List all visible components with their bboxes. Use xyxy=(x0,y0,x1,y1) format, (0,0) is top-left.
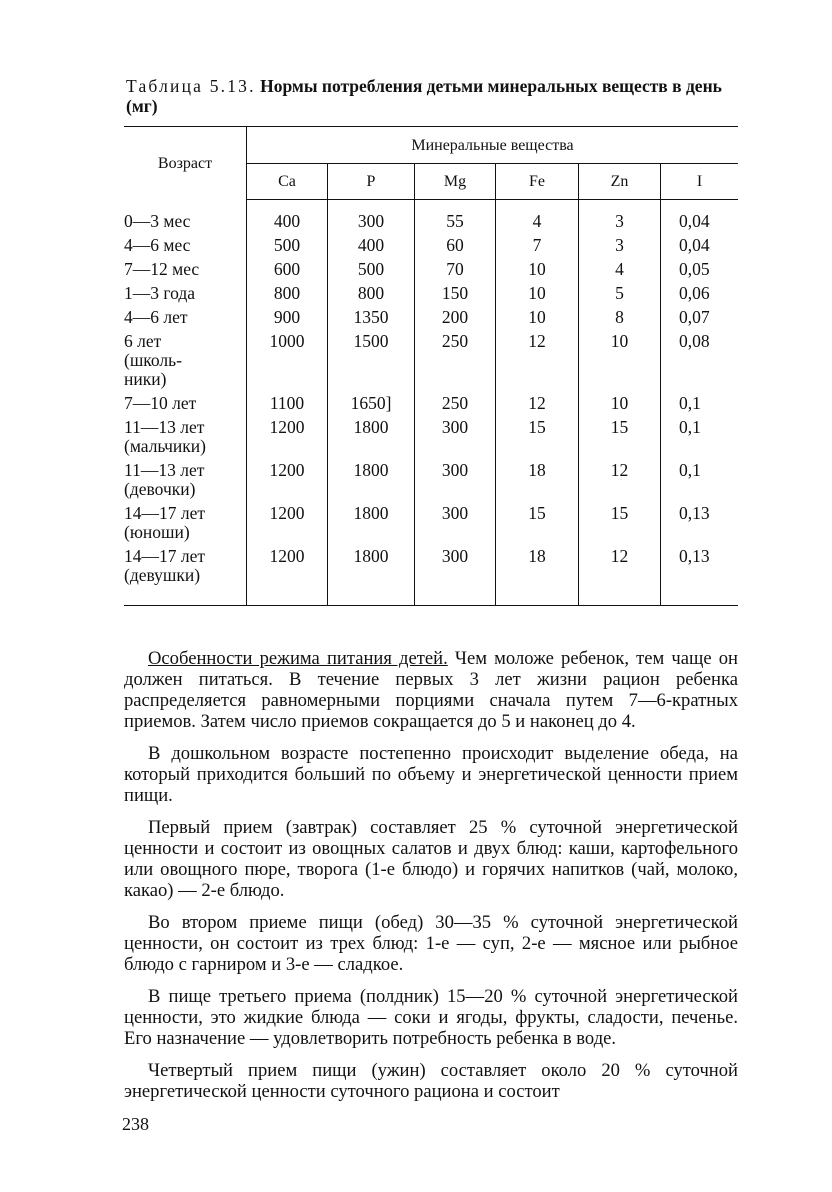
value-cell-zn: 10 xyxy=(579,392,661,416)
table-row xyxy=(124,459,738,502)
value-cell-p: 1350 xyxy=(328,306,415,330)
value-cell-fe: 12 xyxy=(496,330,579,392)
value-cell-fe: 10 xyxy=(496,258,579,282)
age-line: 7—10 лет xyxy=(124,393,197,413)
table-row xyxy=(124,502,738,545)
age-line: ники) xyxy=(124,369,167,389)
paragraph: В дошкольном возрасте постепенно происходит выделение обеда, на который приходится больший по объему и энергетической ценности прием пищи. xyxy=(124,743,738,806)
value-cell-i: 0,06 xyxy=(679,283,710,303)
table-label: Таблица 5.13. xyxy=(126,76,256,96)
value-cell-p: 300 xyxy=(328,200,415,235)
value-cell-zn: 12 xyxy=(579,545,661,606)
table-row xyxy=(124,545,738,606)
age-cell xyxy=(124,392,247,416)
column-header-i: I xyxy=(661,164,739,200)
table-caption xyxy=(126,76,746,116)
value-cell-mg: 250 xyxy=(415,392,496,416)
age-line: 7—12 мес xyxy=(124,259,200,279)
age-line: (мальчики) xyxy=(124,436,206,456)
age-line: (девушки) xyxy=(124,565,201,585)
value-cell-i: 0,1 xyxy=(679,393,701,413)
table-row xyxy=(124,258,738,282)
table-row xyxy=(124,416,738,459)
age-cell xyxy=(124,545,247,606)
value-cell-fe: 18 xyxy=(496,459,579,502)
value-cell-i: 0,13 xyxy=(679,503,710,523)
age-cell xyxy=(124,330,247,392)
value-cell-fe: 15 xyxy=(496,416,579,459)
value-cell-i: 0,04 xyxy=(679,235,710,255)
value-cell-ca: 1200 xyxy=(247,459,328,502)
value-cell-i: 0,13 xyxy=(679,546,710,566)
value-cell-p: 1650] xyxy=(328,392,415,416)
paragraph: Четвертый прием пищи (ужин) составляет около 20 % суточной энергетической ценности суточного рациона и состоит xyxy=(124,1060,738,1102)
value-cell-fe: 4 xyxy=(496,200,579,235)
value-cell-mg: 55 xyxy=(415,200,496,235)
value-cell-i: 0,05 xyxy=(679,259,710,279)
value-cell-ca: 500 xyxy=(247,234,328,258)
column-header-p: P xyxy=(328,164,415,200)
value-cell-ca: 1200 xyxy=(247,545,328,606)
age-cell xyxy=(124,258,247,282)
value-cell-p: 500 xyxy=(328,258,415,282)
value-cell-mg: 70 xyxy=(415,258,496,282)
value-cell-mg: 300 xyxy=(415,502,496,545)
paragraph xyxy=(124,648,738,732)
table-row xyxy=(124,330,738,392)
value-cell-p: 400 xyxy=(328,234,415,258)
table-row xyxy=(124,306,738,330)
section-heading: Особенности режима питания детей. xyxy=(148,648,448,669)
value-cell-p: 1800 xyxy=(328,459,415,502)
minerals-group-header: Минеральные вещества xyxy=(247,127,739,164)
value-cell-p: 1800 xyxy=(328,502,415,545)
value-cell-ca: 1000 xyxy=(247,330,328,392)
page-number: 238 xyxy=(122,1114,149,1134)
paragraph: В пище третьего приема (полдник) 15—20 % суточной энергетической ценности, это жидкие блюда — соки и ягоды, фрукты, сладости, печенье. Его назначение — удовлетворить потребность ребенка в воде. xyxy=(124,986,738,1049)
age-cell xyxy=(124,200,247,235)
age-cell xyxy=(124,502,247,545)
value-cell-mg: 300 xyxy=(415,416,496,459)
value-cell-mg: 300 xyxy=(415,459,496,502)
mineral-norms-table xyxy=(124,126,738,606)
value-cell-ca: 900 xyxy=(247,306,328,330)
value-cell-i: 0,07 xyxy=(679,307,710,327)
value-cell-p: 800 xyxy=(328,282,415,306)
value-cell-fe: 18 xyxy=(496,545,579,606)
value-cell-ca: 800 xyxy=(247,282,328,306)
value-cell-i: 0,1 xyxy=(679,417,701,437)
age-line: 6 лет xyxy=(124,331,162,351)
age-line: 14—17 лет xyxy=(124,503,206,523)
value-cell-fe: 12 xyxy=(496,392,579,416)
age-line: 11—13 лет xyxy=(124,417,205,437)
age-line: 0—3 мес xyxy=(124,210,191,231)
paragraph-text: Чем моложе ребенок, тем чаще он должен питаться. В течение первых 3 лет жизни рацион ребенка распределяется равномерными порциями сначала путем 7—6-кратных приемов. Затем число приемов сокращается до 5 и наконец до 4. xyxy=(124,648,738,732)
age-line: 1—3 года xyxy=(124,283,196,303)
value-cell-mg: 60 xyxy=(415,234,496,258)
column-header-zn: Zn xyxy=(579,164,661,200)
table-title: Нормы потребления детьми минеральных веществ в день (мг) xyxy=(126,76,722,116)
age-cell xyxy=(124,416,247,459)
column-header-fe: Fe xyxy=(496,164,579,200)
value-cell-i: 0,04 xyxy=(679,211,710,231)
table-row xyxy=(124,282,738,306)
age-cell xyxy=(124,282,247,306)
value-cell-mg: 200 xyxy=(415,306,496,330)
value-cell-zn: 10 xyxy=(579,330,661,392)
value-cell-p: 1500 xyxy=(328,330,415,392)
value-cell-ca: 400 xyxy=(247,200,328,235)
value-cell-fe: 15 xyxy=(496,502,579,545)
value-cell-p: 1800 xyxy=(328,416,415,459)
value-cell-zn: 3 xyxy=(579,234,661,258)
value-cell-ca: 1200 xyxy=(247,416,328,459)
age-line: 4—6 лет xyxy=(124,307,188,327)
value-cell-zn: 15 xyxy=(579,502,661,545)
age-line: (школь- xyxy=(124,350,182,370)
value-cell-zn: 8 xyxy=(579,306,661,330)
value-cell-zn: 15 xyxy=(579,416,661,459)
age-line: (девочки) xyxy=(124,479,196,499)
value-cell-mg: 250 xyxy=(415,330,496,392)
value-cell-p: 1800 xyxy=(328,545,415,606)
body-text xyxy=(124,648,738,1113)
value-cell-zn: 3 xyxy=(579,200,661,235)
value-cell-fe: 7 xyxy=(496,234,579,258)
value-cell-ca: 600 xyxy=(247,258,328,282)
age-line: (юноши) xyxy=(124,522,190,542)
age-cell xyxy=(124,459,247,502)
age-column-header: Возраст xyxy=(124,127,247,200)
paragraph: Первый прием (завтрак) составляет 25 % суточной энергетической ценности и состоит из овощных салатов и двух блюд: каши, картофельного или овощного пюре, творога (1-е блюдо) и горячих напитков (чай, молоко, какао) — 2-е блюдо. xyxy=(124,817,738,901)
paragraph: Во втором приеме пищи (обед) 30—35 % суточной энергетической ценности, он состоит из трех блюд: 1-е — суп, 2-е — мясное или рыбное блюдо с гарниром и 3-е — сладкое. xyxy=(124,912,738,975)
value-cell-zn: 4 xyxy=(579,258,661,282)
age-cell xyxy=(124,234,247,258)
age-cell xyxy=(124,306,247,330)
age-line: 11—13 лет xyxy=(124,460,205,480)
value-cell-ca: 1200 xyxy=(247,502,328,545)
column-header-ca: Ca xyxy=(247,164,328,200)
age-line: 14—17 лет xyxy=(124,546,206,566)
column-header-mg: Mg xyxy=(415,164,496,200)
value-cell-mg: 150 xyxy=(415,282,496,306)
table-body xyxy=(124,200,738,606)
value-cell-ca: 1100 xyxy=(247,392,328,416)
value-cell-fe: 10 xyxy=(496,282,579,306)
value-cell-i: 0,1 xyxy=(679,460,701,480)
value-cell-fe: 10 xyxy=(496,306,579,330)
value-cell-zn: 5 xyxy=(579,282,661,306)
value-cell-mg: 300 xyxy=(415,545,496,606)
value-cell-i: 0,08 xyxy=(679,331,710,351)
value-cell-zn: 12 xyxy=(579,459,661,502)
table-row xyxy=(124,234,738,258)
table-row xyxy=(124,392,738,416)
age-line: 4—6 мес xyxy=(124,235,191,255)
table-row xyxy=(124,200,738,235)
